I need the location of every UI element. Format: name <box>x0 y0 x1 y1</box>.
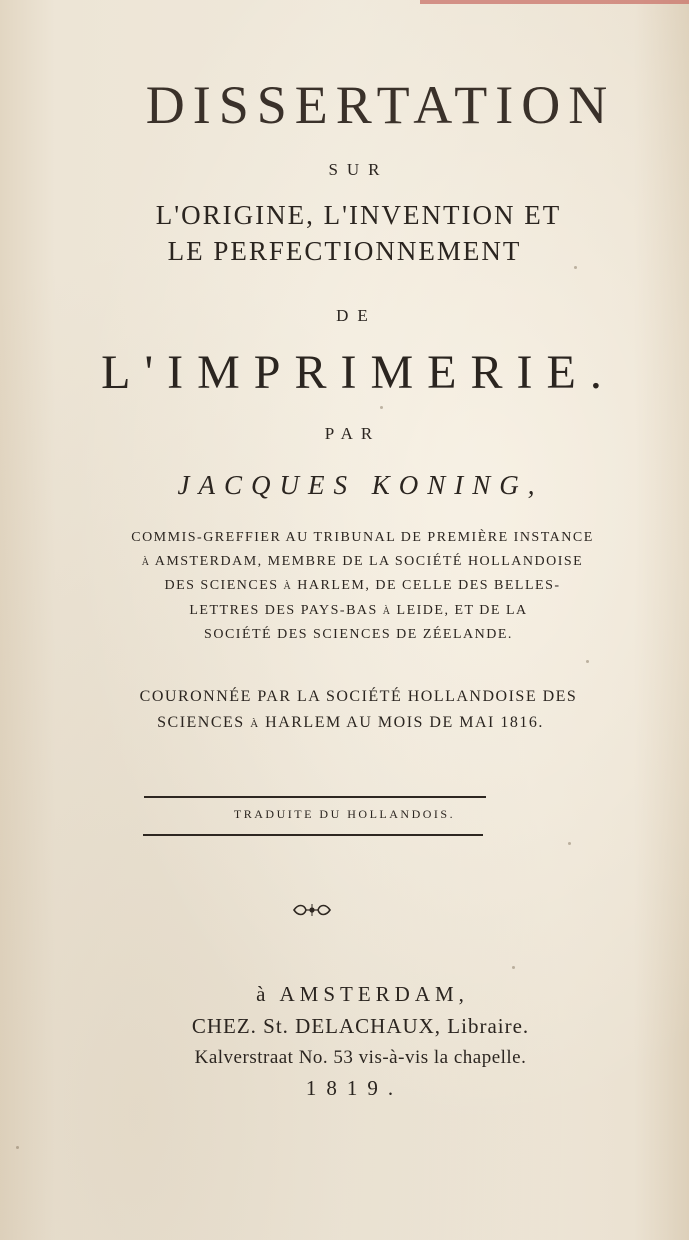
imprint-city: à AMSTERDAM, <box>256 982 469 1006</box>
red-edge-mark <box>420 0 689 4</box>
imprint-publisher: CHEZ. St. DELACHAUX, Libraire. <box>191 1014 530 1038</box>
award-line: SCIENCES à HARLEM AU MOIS DE MAI 1816. <box>157 714 544 731</box>
paper-speck <box>574 266 577 269</box>
paper-speck <box>380 406 383 409</box>
book-title: DISSERTATION <box>145 75 616 135</box>
paper-speck <box>586 660 589 663</box>
translation-note: TRADUITE DU HOLLANDOIS. <box>233 807 456 821</box>
paper-speck <box>568 842 571 845</box>
divider-rule-bottom <box>143 834 483 836</box>
divider-rule-top <box>144 796 486 798</box>
subtitle-line-1: L'ORIGINE, L'INVENTION ET <box>155 200 562 230</box>
paper-speck <box>16 1146 19 1149</box>
paper-speck <box>512 966 515 969</box>
subtitle-line-2: LE PERFECTIONNEMENT <box>167 236 522 266</box>
imprint-address: Kalverstraat No. 53 vis-à-vis la chapelle. <box>194 1047 527 1068</box>
author-name: JACQUES KONING, <box>177 470 544 500</box>
subject-title: L'IMPRIMERIE. <box>101 346 616 399</box>
credential-line: COMMIS-GREFFIER AU TRIBUNAL DE PREMIÈRE INSTANCE <box>131 530 594 545</box>
imprint-year: 1819. <box>305 1076 404 1100</box>
fleuron-ornament-icon <box>290 902 334 918</box>
credential-line: à AMSTERDAM, MEMBRE DE LA SOCIÉTÉ HOLLANDOISE <box>141 554 584 569</box>
credential-line: SOCIÉTÉ DES SCIENCES DE ZÉELANDE. <box>204 627 513 642</box>
award-line: COURONNÉE PAR LA SOCIÉTÉ HOLLANDOISE DES <box>139 688 578 705</box>
credential-line: DES SCIENCES à HARLEM, DE CELLE DES BELLES- <box>164 578 561 593</box>
title-connector-de: DE <box>336 306 377 325</box>
byline-par: PAR <box>324 424 381 443</box>
title-connector-sur: SUR <box>328 160 389 179</box>
credential-line: LETTRES DES PAYS-BAS à LEIDE, ET DE LA <box>189 603 528 618</box>
